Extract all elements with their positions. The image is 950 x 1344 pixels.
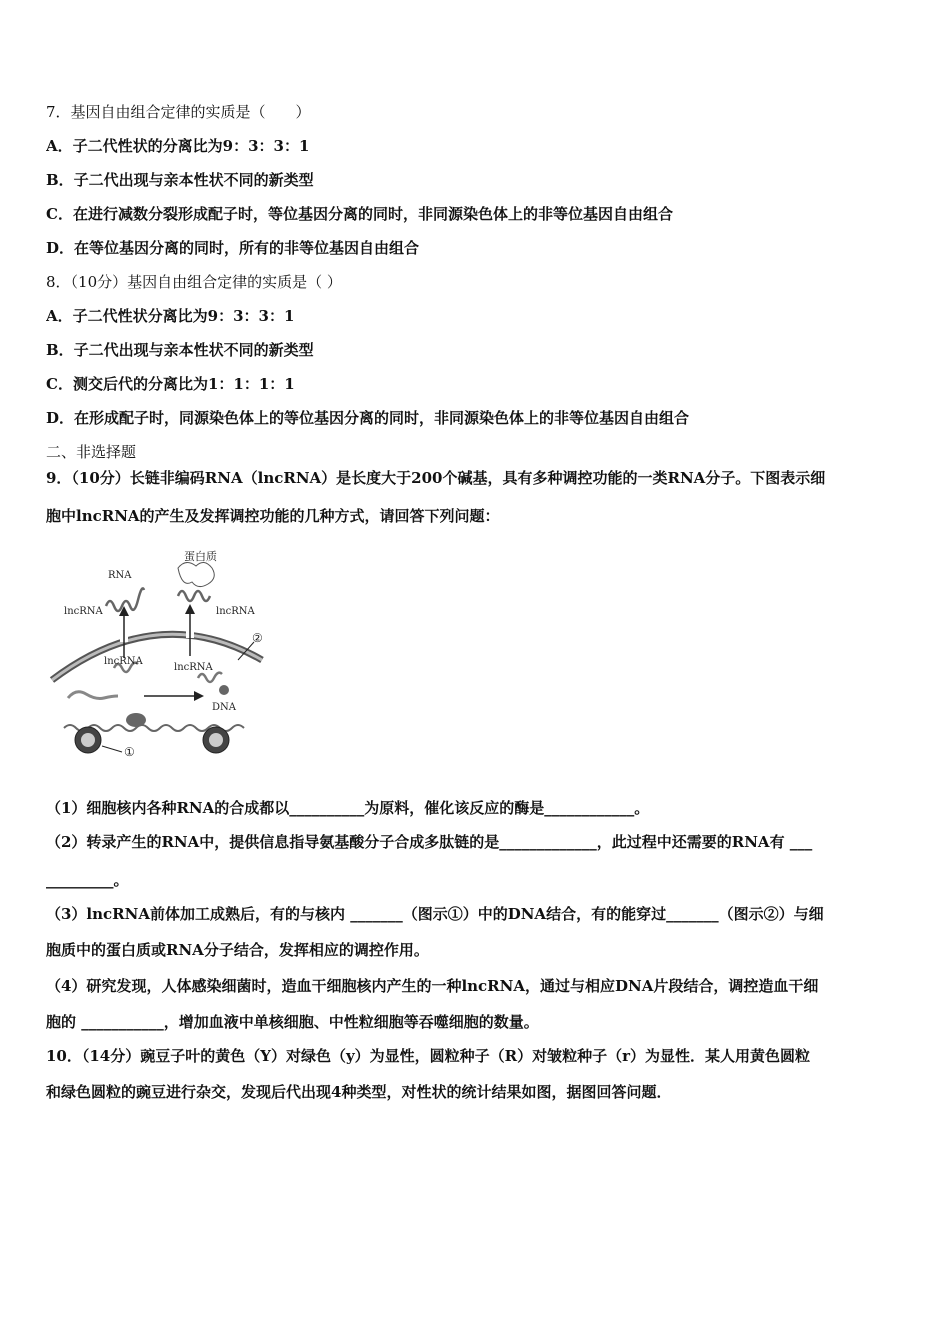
- label-lncrna-nucleus-1: lncRNA: [104, 656, 143, 667]
- process-arrowhead: [194, 691, 204, 701]
- label-lncrna-nucleus-2: lncRNA: [174, 662, 213, 673]
- q9-stem-line1: 9．（10分）长链非编码RNA（lncRNA）是长度大于200个碱基，具有多种调控功能的一类RNA分子。下图表示细: [46, 469, 826, 487]
- polymerase-complex: [126, 713, 146, 727]
- nuclear-envelope: [52, 634, 262, 680]
- label-protein: 蛋白质: [184, 550, 217, 563]
- lncrna-diagram: [48, 548, 276, 766]
- label-lncrna-left: lncRNA: [64, 606, 103, 617]
- q9-sub4-line2: 胞的 ___________，增加血液中单核细胞、中性粒细胞等吞噬细胞的数量。: [46, 1013, 539, 1031]
- marker-1: ①: [124, 745, 135, 759]
- q10-line1: 10．（14分）豌豆子叶的黄色（Y）对绿色（y）为显性，圆粒种子（R）对皱粒种子（r）为显性．某人用黄色圆粒: [46, 1047, 811, 1065]
- q8-option-b: B．子二代出现与亲本性状不同的新类型: [46, 341, 314, 359]
- q7-stem: 7．基因自由组合定律的实质是（ ）: [46, 103, 311, 121]
- q7-option-b: B．子二代出现与亲本性状不同的新类型: [46, 171, 314, 189]
- cytoplasm-lncrna-protein-complex: [178, 591, 210, 601]
- nucleosome-left-core: [81, 733, 95, 747]
- q8-stem: 8．（10分）基因自由组合定律的实质是（ ）: [46, 273, 342, 291]
- label-lncrna-right: lncRNA: [216, 606, 255, 617]
- protein-blob: [178, 562, 214, 586]
- nucleus-lncrna-right: [198, 673, 222, 682]
- q8-option-a: A．子二代性状分离比为9：3：3：1: [46, 307, 295, 325]
- pointer-line-1: [102, 746, 122, 752]
- q7-option-d: D．在等位基因分离的同时，所有的非等位基因自由组合: [46, 239, 420, 257]
- dna-binding-site: [219, 685, 229, 695]
- q9-sub2-line2: _________。: [46, 871, 129, 889]
- chromatin-loop: [68, 692, 118, 699]
- q7-option-c: C．在进行减数分裂形成配子时，等位基因分离的同时，非同源染色体上的非等位基因自由组合: [46, 205, 673, 223]
- label-dna: DNA: [212, 702, 236, 713]
- lncrna-figure: [48, 548, 276, 766]
- q9-sub3-line2: 胞质中的蛋白质或RNA分子结合，发挥相应的调控作用。: [46, 941, 429, 959]
- q8-option-d: D．在形成配子时，同源染色体上的等位基因分离的同时，非同源染色体上的非等位基因自由组合: [46, 409, 690, 427]
- q9-sub4-line1: （4）研究发现，人体感染细菌时，造血干细胞核内产生的一种lncRNA，通过与相应DNA片段结合，调控造血干细: [46, 977, 819, 995]
- marker-2: ②: [252, 631, 263, 645]
- q10-line2: 和绿色圆粒的豌豆进行杂交，发现后代出现4种类型，对性状的统计结果如图，据图回答问题．: [46, 1083, 672, 1101]
- label-rna: RNA: [108, 570, 132, 581]
- q9-stem-line2: 胞中lncRNA的产生及发挥调控功能的几种方式，请回答下列问题：: [46, 507, 500, 525]
- q7-option-a: A．子二代性状的分离比为9：3：3：1: [46, 137, 310, 155]
- export-arrowhead-right: [185, 604, 195, 614]
- q9-sub2-line1: （2）转录产生的RNA中，提供信息指导氨基酸分子合成多肽链的是_____________，此过程中还需要的RNA有 ___: [46, 833, 813, 851]
- section-heading: 二、非选择题: [46, 443, 137, 461]
- q8-option-c: C．测交后代的分离比为1：1：1：1: [46, 375, 295, 393]
- q9-sub1: （1）细胞核内各种RNA的合成都以__________为原料，催化该反应的酶是____________。: [46, 799, 650, 817]
- nucleosome-right-core: [209, 733, 223, 747]
- q9-sub3-line1: （3）lncRNA前体加工成熟后，有的与核内 _______（图示①）中的DNA结合，有的能穿过_______（图示②）与细: [46, 905, 824, 923]
- cytoplasm-lncrna-rna-complex: [106, 588, 144, 611]
